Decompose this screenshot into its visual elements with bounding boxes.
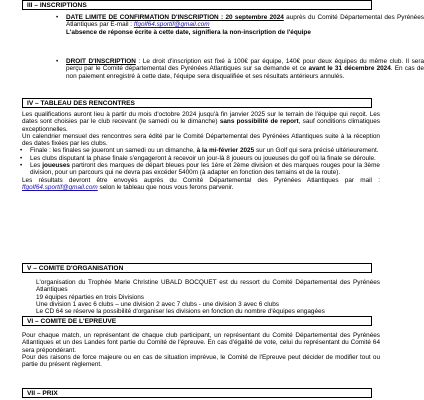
results-paragraph: Les résultats devront être envoyés auprès du Comité Départemental des Pyrénées Atlantiques par mail : ffgolf64.sportif@gmail.com selon le tableau que nous vous ferons parvenir. (22, 176, 380, 191)
section-header-inscriptions (22, 0, 372, 10)
calendar-paragraph: Un calendrier mensuel des rencontres sera édité par le Comité Départemental des Pyrénées Atlantiques suite à la réception des dates fixées par les clubs. (22, 132, 380, 148)
section-header-comite-organisation (22, 263, 372, 273)
finale-paragraph: Finale : les finales se joueront un samedi ou un dimanche, à la mi-février 2025 sur un Golf qui sera précisé ultérieurement. (30, 147, 379, 155)
deadline-item (66, 14, 424, 29)
rencontres-body (22, 111, 380, 191)
deadline-warning: L'absence de réponse écrite à cette date, signifiera la non-inscription de l'équipe (66, 28, 311, 36)
fee-text-end: . En cas de non paiement enregistré à cette date, l'équipe sera disqualifiée et ses résultats antérieurs annulés. (66, 65, 424, 80)
section-title: V – COMITE D'ORGANISATION (27, 265, 124, 272)
fee-paragraph (22, 58, 424, 80)
fee-text: : Le droit d'inscription est fixé à 100€ par équipe, 140€ pour deux équipes du même club. Il sera perçu par le Comité départemental des Pyrénées Atlantiques sur sa demande et ce (66, 58, 424, 73)
qualifications-paragraph: Les qualifications auront lieu à partir du mois d'octobre 2024 jusqu'à fin janvier 2025 sur le terrain de l'équipe qui reçoit. Les dates sont choisies par le club recevant (le samedi ou le dimanche) sans possibilité de report, sauf conditions climatiques exceptionnelles. (22, 111, 380, 133)
epreuve-paragraph: Pour chaque match, un représentant de chaque club participant, un représentant du Comité Départemental des Pyrénées Atlantiques et un des Landes font partie du Comité de l'épreuve. En cas d'égalité de vote, celui du représentant du Comité 64 sera prépondérant. (22, 332, 380, 354)
epreuve-body (22, 332, 380, 368)
section-title: VI – COMITE DE L'EPREUVE (27, 318, 117, 325)
section-title: IV – TABLEAU DES RENCONTRES (27, 100, 135, 107)
fee-deadline: avant le 31 décembre 2024 (308, 65, 391, 73)
deadline-text: auprès du Comité Départemental des Pyrénées Atlantiques par E-mail : (66, 14, 424, 29)
results-email-link[interactable]: ffgolf64.sportif@gmail.com (22, 183, 98, 191)
section-header-prix (22, 388, 372, 398)
section-title: III – INSCRIPTIONS (27, 2, 87, 9)
organisation-line: L'organisation du Trophée Marie Christine UBALD BOCQUET est du ressort du Comité Départemental des Pyrénées Atlantiques (36, 279, 380, 294)
email-link[interactable]: ffgolf64.sportif@gmail.com (133, 21, 210, 29)
cd64-line: Le CD 64 se réserve la possibilité d'organiser les divisions en fonction du nombre d'équipes engagées (36, 308, 325, 316)
tees-paragraph: Les joueuses partiront des marques de départ bleues pour les 1ère et 2ème division et des marques rouges pour la 3ème division, pour un parcours qui ne devra pas excéder 5400m (à adapter en fonction des terrains et de la route). (30, 162, 380, 177)
fee-label: DROIT D'INSCRIPTION (66, 58, 136, 65)
final-clubs-paragraph: Les clubs disputant la phase finale s'engageront à recevoir un jour-là 8 joueurs ou joueuses du golf où la finale se déroule. (30, 154, 376, 162)
force-majeure-paragraph: Pour des raisons de force majeure ou en cas de situation imprévue, le Comité de l'Epreuve peut décider de modifier tout ou partie du présent règlement. (22, 353, 380, 369)
section-title: VII – PRIX (27, 390, 58, 397)
teams-line: 19 équipes réparties en trois Divisions (36, 293, 144, 301)
fee-item (66, 58, 424, 80)
deadline-paragraph (22, 14, 424, 36)
section-header-rencontres (22, 98, 372, 108)
divisions-line: Une division 1 avec 6 clubs – une division 2 avec 7 clubs - une division 3 avec 6 clubs (36, 300, 279, 308)
organisation-body (22, 279, 380, 315)
deadline-label: DATE LIMITE DE CONFIRMATION D'INSCRIPTION : 20 septembre 2024 (66, 14, 284, 21)
section-header-comite-epreuve (22, 316, 372, 326)
